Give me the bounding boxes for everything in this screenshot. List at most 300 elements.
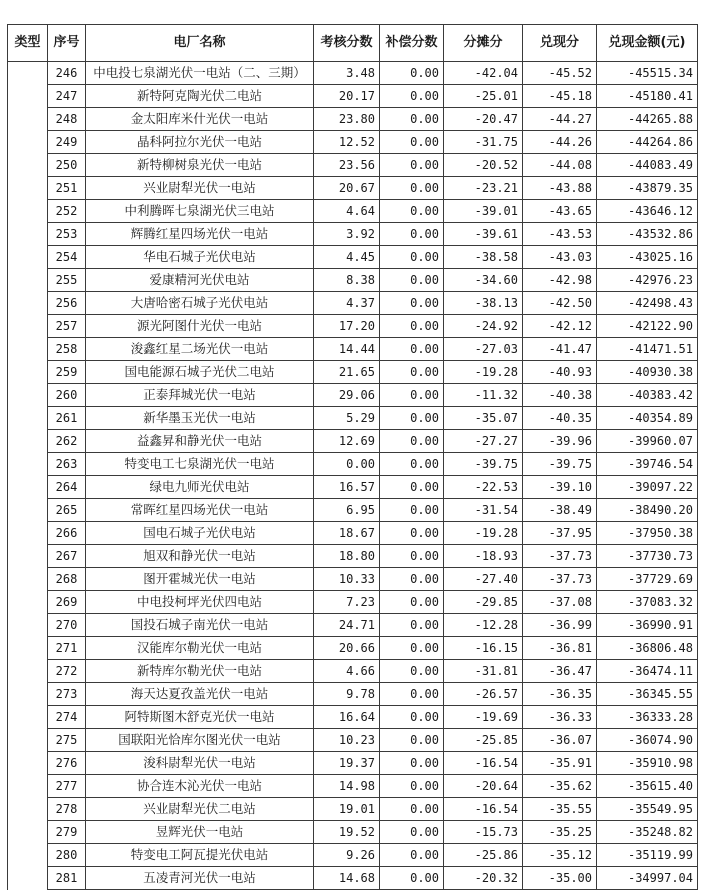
cell-allocated-score: -25.01 (444, 85, 523, 108)
cell-settled-score: -44.08 (523, 154, 597, 177)
cell-assessment-score: 29.06 (314, 384, 380, 407)
cell-settled-amount: -43532.86 (597, 223, 698, 246)
cell-settled-amount: -44083.49 (597, 154, 698, 177)
header-allocated-score: 分摊分 (444, 25, 523, 62)
table-row (8, 131, 698, 154)
table-row (8, 361, 698, 384)
cell-assessment-score: 21.65 (314, 361, 380, 384)
cell-settled-score: -40.35 (523, 407, 597, 430)
cell-assessment-score: 17.20 (314, 315, 380, 338)
cell-compensation-score: 0.00 (380, 453, 444, 476)
cell-settled-score: -40.93 (523, 361, 597, 384)
cell-allocated-score: -20.32 (444, 867, 523, 890)
cell-settled-score: -35.25 (523, 821, 597, 844)
table-row (8, 591, 698, 614)
cell-plant-name: 旭双和静光伏一电站 (86, 545, 314, 568)
cell-settled-score: -37.73 (523, 545, 597, 568)
table-row (8, 752, 698, 775)
cell-allocated-score: -27.40 (444, 568, 523, 591)
cell-index: 272 (48, 660, 86, 683)
cell-compensation-score: 0.00 (380, 499, 444, 522)
cell-plant-name: 源光阿图什光伏一电站 (86, 315, 314, 338)
cell-index: 266 (48, 522, 86, 545)
cell-settled-score: -44.27 (523, 108, 597, 131)
cell-settled-amount: -35248.82 (597, 821, 698, 844)
cell-settled-score: -43.88 (523, 177, 597, 200)
cell-allocated-score: -35.07 (444, 407, 523, 430)
cell-index: 276 (48, 752, 86, 775)
cell-allocated-score: -38.58 (444, 246, 523, 269)
cell-assessment-score: 19.52 (314, 821, 380, 844)
cell-settled-amount: -37729.69 (597, 568, 698, 591)
cell-settled-score: -45.18 (523, 85, 597, 108)
cell-index: 247 (48, 85, 86, 108)
cell-compensation-score: 0.00 (380, 108, 444, 131)
table-row (8, 200, 698, 223)
cell-plant-name: 益鑫昇和静光伏一电站 (86, 430, 314, 453)
cell-index: 254 (48, 246, 86, 269)
cell-compensation-score: 0.00 (380, 223, 444, 246)
cell-settled-amount: -42122.90 (597, 315, 698, 338)
cell-settled-amount: -36074.90 (597, 729, 698, 752)
cell-index: 271 (48, 637, 86, 660)
cell-assessment-score: 6.95 (314, 499, 380, 522)
cell-plant-name: 昱辉光伏一电站 (86, 821, 314, 844)
cell-compensation-score: 0.00 (380, 775, 444, 798)
table-row (8, 729, 698, 752)
cell-type (8, 62, 48, 890)
cell-settled-amount: -36333.28 (597, 706, 698, 729)
cell-plant-name: 特变电工阿瓦提光伏电站 (86, 844, 314, 867)
cell-allocated-score: -25.86 (444, 844, 523, 867)
cell-index: 278 (48, 798, 86, 821)
table-row (8, 338, 698, 361)
cell-index: 274 (48, 706, 86, 729)
cell-plant-name: 大唐哈密石城子光伏电站 (86, 292, 314, 315)
cell-assessment-score: 16.64 (314, 706, 380, 729)
cell-index: 260 (48, 384, 86, 407)
cell-settled-score: -36.99 (523, 614, 597, 637)
cell-assessment-score: 23.80 (314, 108, 380, 131)
cell-allocated-score: -39.61 (444, 223, 523, 246)
cell-assessment-score: 4.64 (314, 200, 380, 223)
cell-index: 256 (48, 292, 86, 315)
cell-settled-amount: -45515.34 (597, 62, 698, 85)
cell-compensation-score: 0.00 (380, 522, 444, 545)
cell-settled-amount: -36474.11 (597, 660, 698, 683)
header-plant-name: 电厂名称 (86, 25, 314, 62)
cell-settled-score: -44.26 (523, 131, 597, 154)
cell-plant-name: 浚鑫红星二场光伏一电站 (86, 338, 314, 361)
cell-settled-score: -43.65 (523, 200, 597, 223)
cell-plant-name: 阿特斯图木舒克光伏一电站 (86, 706, 314, 729)
cell-settled-amount: -39960.07 (597, 430, 698, 453)
cell-allocated-score: -39.75 (444, 453, 523, 476)
cell-compensation-score: 0.00 (380, 660, 444, 683)
cell-settled-score: -35.12 (523, 844, 597, 867)
cell-compensation-score: 0.00 (380, 384, 444, 407)
cell-compensation-score: 0.00 (380, 361, 444, 384)
cell-index: 280 (48, 844, 86, 867)
table-row (8, 453, 698, 476)
cell-assessment-score: 18.80 (314, 545, 380, 568)
cell-index: 261 (48, 407, 86, 430)
cell-index: 265 (48, 499, 86, 522)
table-row (8, 499, 698, 522)
cell-compensation-score: 0.00 (380, 200, 444, 223)
cell-settled-amount: -36345.55 (597, 683, 698, 706)
cell-index: 249 (48, 131, 86, 154)
cell-plant-name: 金太阳库米什光伏一电站 (86, 108, 314, 131)
cell-compensation-score: 0.00 (380, 545, 444, 568)
cell-plant-name: 华电石城子光伏电站 (86, 246, 314, 269)
cell-allocated-score: -15.73 (444, 821, 523, 844)
table-body (8, 62, 698, 890)
cell-index: 275 (48, 729, 86, 752)
cell-settled-score: -35.91 (523, 752, 597, 775)
cell-compensation-score: 0.00 (380, 798, 444, 821)
cell-index: 273 (48, 683, 86, 706)
cell-settled-amount: -36990.91 (597, 614, 698, 637)
cell-settled-score: -37.08 (523, 591, 597, 614)
cell-settled-score: -35.55 (523, 798, 597, 821)
table-row (8, 292, 698, 315)
cell-assessment-score: 4.45 (314, 246, 380, 269)
cell-compensation-score: 0.00 (380, 844, 444, 867)
cell-assessment-score: 3.92 (314, 223, 380, 246)
cell-settled-amount: -40930.38 (597, 361, 698, 384)
cell-settled-amount: -40383.42 (597, 384, 698, 407)
cell-allocated-score: -16.54 (444, 752, 523, 775)
table-row (8, 775, 698, 798)
header-settled-score: 兑现分 (523, 25, 597, 62)
table-row (8, 545, 698, 568)
cell-settled-score: -37.95 (523, 522, 597, 545)
header-row (8, 25, 698, 62)
cell-allocated-score: -20.64 (444, 775, 523, 798)
cell-settled-score: -39.75 (523, 453, 597, 476)
cell-index: 270 (48, 614, 86, 637)
cell-settled-amount: -37950.38 (597, 522, 698, 545)
cell-compensation-score: 0.00 (380, 867, 444, 890)
cell-compensation-score: 0.00 (380, 62, 444, 85)
cell-compensation-score: 0.00 (380, 821, 444, 844)
cell-settled-amount: -44265.88 (597, 108, 698, 131)
cell-settled-amount: -39746.54 (597, 453, 698, 476)
cell-allocated-score: -31.81 (444, 660, 523, 683)
cell-plant-name: 国投石城子南光伏一电站 (86, 614, 314, 637)
cell-index: 269 (48, 591, 86, 614)
cell-assessment-score: 19.01 (314, 798, 380, 821)
cell-compensation-score: 0.00 (380, 568, 444, 591)
cell-compensation-score: 0.00 (380, 338, 444, 361)
header-compensation-score: 补偿分数 (380, 25, 444, 62)
cell-settled-score: -35.00 (523, 867, 597, 890)
cell-plant-name: 绿电九师光伏电站 (86, 476, 314, 499)
cell-settled-score: -37.73 (523, 568, 597, 591)
table-row (8, 246, 698, 269)
cell-compensation-score: 0.00 (380, 315, 444, 338)
cell-plant-name: 正泰拜城光伏一电站 (86, 384, 314, 407)
table-row (8, 177, 698, 200)
table-row (8, 683, 698, 706)
cell-allocated-score: -26.57 (444, 683, 523, 706)
cell-assessment-score: 20.67 (314, 177, 380, 200)
header-settled-amount: 兑现金额(元) (597, 25, 698, 62)
cell-assessment-score: 12.52 (314, 131, 380, 154)
cell-compensation-score: 0.00 (380, 706, 444, 729)
cell-settled-amount: -44264.86 (597, 131, 698, 154)
cell-settled-score: -43.03 (523, 246, 597, 269)
cell-assessment-score: 9.26 (314, 844, 380, 867)
cell-settled-amount: -42498.43 (597, 292, 698, 315)
cell-plant-name: 特变电工七泉湖光伏一电站 (86, 453, 314, 476)
cell-settled-amount: -43646.12 (597, 200, 698, 223)
cell-plant-name: 新特阿克陶光伏二电站 (86, 85, 314, 108)
cell-plant-name: 辉腾红星四场光伏一电站 (86, 223, 314, 246)
cell-plant-name: 新特库尔勒光伏一电站 (86, 660, 314, 683)
cell-index: 253 (48, 223, 86, 246)
table-row (8, 867, 698, 890)
cell-index: 246 (48, 62, 86, 85)
cell-compensation-score: 0.00 (380, 591, 444, 614)
cell-allocated-score: -20.52 (444, 154, 523, 177)
cell-plant-name: 协合连木沁光伏一电站 (86, 775, 314, 798)
table-row (8, 522, 698, 545)
header-type: 类型 (8, 25, 48, 62)
cell-compensation-score: 0.00 (380, 729, 444, 752)
cell-allocated-score: -19.28 (444, 522, 523, 545)
settlement-table (7, 24, 698, 890)
cell-plant-name: 新特柳树泉光伏一电站 (86, 154, 314, 177)
cell-index: 277 (48, 775, 86, 798)
cell-assessment-score: 24.71 (314, 614, 380, 637)
cell-allocated-score: -31.54 (444, 499, 523, 522)
cell-compensation-score: 0.00 (380, 269, 444, 292)
cell-allocated-score: -19.69 (444, 706, 523, 729)
table-row (8, 384, 698, 407)
table-row (8, 430, 698, 453)
table-row (8, 798, 698, 821)
cell-assessment-score: 14.44 (314, 338, 380, 361)
cell-compensation-score: 0.00 (380, 246, 444, 269)
cell-plant-name: 汉能库尔勒光伏一电站 (86, 637, 314, 660)
table-row (8, 315, 698, 338)
cell-index: 263 (48, 453, 86, 476)
cell-assessment-score: 3.48 (314, 62, 380, 85)
cell-assessment-score: 4.66 (314, 660, 380, 683)
table-row (8, 821, 698, 844)
table-row (8, 269, 698, 292)
cell-allocated-score: -20.47 (444, 108, 523, 131)
cell-allocated-score: -38.13 (444, 292, 523, 315)
cell-allocated-score: -27.03 (444, 338, 523, 361)
cell-assessment-score: 18.67 (314, 522, 380, 545)
cell-settled-score: -42.50 (523, 292, 597, 315)
table-row (8, 85, 698, 108)
table-row (8, 637, 698, 660)
cell-compensation-score: 0.00 (380, 476, 444, 499)
cell-allocated-score: -42.04 (444, 62, 523, 85)
cell-settled-amount: -43025.16 (597, 246, 698, 269)
cell-assessment-score: 4.37 (314, 292, 380, 315)
cell-allocated-score: -29.85 (444, 591, 523, 614)
table-row (8, 614, 698, 637)
table-row (8, 706, 698, 729)
cell-settled-amount: -35910.98 (597, 752, 698, 775)
cell-allocated-score: -24.92 (444, 315, 523, 338)
cell-settled-score: -36.33 (523, 706, 597, 729)
cell-index: 251 (48, 177, 86, 200)
cell-allocated-score: -27.27 (444, 430, 523, 453)
cell-compensation-score: 0.00 (380, 85, 444, 108)
header-index: 序号 (48, 25, 86, 62)
cell-plant-name: 国联阳光恰库尔图光伏一电站 (86, 729, 314, 752)
cell-settled-amount: -45180.41 (597, 85, 698, 108)
cell-settled-score: -35.62 (523, 775, 597, 798)
cell-settled-score: -36.47 (523, 660, 597, 683)
cell-index: 255 (48, 269, 86, 292)
cell-settled-score: -36.81 (523, 637, 597, 660)
header-assessment-score: 考核分数 (314, 25, 380, 62)
cell-allocated-score: -31.75 (444, 131, 523, 154)
cell-plant-name: 兴业尉犁光伏二电站 (86, 798, 314, 821)
cell-compensation-score: 0.00 (380, 752, 444, 775)
cell-settled-amount: -43879.35 (597, 177, 698, 200)
cell-allocated-score: -19.28 (444, 361, 523, 384)
cell-index: 262 (48, 430, 86, 453)
cell-index: 248 (48, 108, 86, 131)
cell-compensation-score: 0.00 (380, 637, 444, 660)
cell-plant-name: 海天达夏孜盖光伏一电站 (86, 683, 314, 706)
cell-index: 264 (48, 476, 86, 499)
cell-plant-name: 中电投柯坪光伏四电站 (86, 591, 314, 614)
cell-index: 250 (48, 154, 86, 177)
cell-index: 257 (48, 315, 86, 338)
cell-compensation-score: 0.00 (380, 131, 444, 154)
table-row (8, 407, 698, 430)
cell-assessment-score: 7.23 (314, 591, 380, 614)
cell-settled-score: -43.53 (523, 223, 597, 246)
cell-plant-name: 新华墨玉光伏一电站 (86, 407, 314, 430)
cell-settled-score: -40.38 (523, 384, 597, 407)
cell-allocated-score: -34.60 (444, 269, 523, 292)
cell-plant-name: 浚科尉犁光伏一电站 (86, 752, 314, 775)
cell-compensation-score: 0.00 (380, 154, 444, 177)
cell-assessment-score: 12.69 (314, 430, 380, 453)
cell-allocated-score: -39.01 (444, 200, 523, 223)
cell-plant-name: 晶科阿拉尔光伏一电站 (86, 131, 314, 154)
cell-assessment-score: 9.78 (314, 683, 380, 706)
cell-compensation-score: 0.00 (380, 614, 444, 637)
table-row (8, 62, 698, 85)
table-row (8, 844, 698, 867)
cell-assessment-score: 14.68 (314, 867, 380, 890)
cell-assessment-score: 0.00 (314, 453, 380, 476)
cell-settled-amount: -35549.95 (597, 798, 698, 821)
cell-plant-name: 国电能源石城子光伏二电站 (86, 361, 314, 384)
cell-settled-score: -38.49 (523, 499, 597, 522)
cell-settled-amount: -42976.23 (597, 269, 698, 292)
cell-settled-amount: -37730.73 (597, 545, 698, 568)
cell-allocated-score: -16.15 (444, 637, 523, 660)
cell-allocated-score: -18.93 (444, 545, 523, 568)
cell-settled-amount: -38490.20 (597, 499, 698, 522)
cell-assessment-score: 20.66 (314, 637, 380, 660)
cell-index: 259 (48, 361, 86, 384)
cell-settled-amount: -40354.89 (597, 407, 698, 430)
table-row (8, 108, 698, 131)
table-row (8, 660, 698, 683)
table-row (8, 568, 698, 591)
cell-assessment-score: 23.56 (314, 154, 380, 177)
cell-settled-score: -39.96 (523, 430, 597, 453)
cell-settled-score: -39.10 (523, 476, 597, 499)
cell-settled-amount: -35615.40 (597, 775, 698, 798)
cell-allocated-score: -11.32 (444, 384, 523, 407)
cell-assessment-score: 20.17 (314, 85, 380, 108)
cell-settled-score: -42.12 (523, 315, 597, 338)
cell-index: 281 (48, 867, 86, 890)
cell-plant-name: 中利腾晖七泉湖光伏三电站 (86, 200, 314, 223)
cell-assessment-score: 10.23 (314, 729, 380, 752)
cell-settled-amount: -35119.99 (597, 844, 698, 867)
cell-index: 268 (48, 568, 86, 591)
cell-assessment-score: 8.38 (314, 269, 380, 292)
cell-allocated-score: -23.21 (444, 177, 523, 200)
cell-assessment-score: 10.33 (314, 568, 380, 591)
cell-settled-amount: -41471.51 (597, 338, 698, 361)
cell-plant-name: 五凌青河光伏一电站 (86, 867, 314, 890)
cell-compensation-score: 0.00 (380, 407, 444, 430)
cell-assessment-score: 14.98 (314, 775, 380, 798)
cell-allocated-score: -22.53 (444, 476, 523, 499)
cell-settled-amount: -34997.04 (597, 867, 698, 890)
cell-plant-name: 常晖红星四场光伏一电站 (86, 499, 314, 522)
table-row (8, 476, 698, 499)
cell-settled-score: -42.98 (523, 269, 597, 292)
cell-plant-name: 图开霍城光伏一电站 (86, 568, 314, 591)
cell-index: 267 (48, 545, 86, 568)
cell-plant-name: 中电投七泉湖光伏一电站（二、三期） (86, 62, 314, 85)
cell-settled-amount: -37083.32 (597, 591, 698, 614)
cell-settled-score: -36.07 (523, 729, 597, 752)
cell-plant-name: 国电石城子光伏电站 (86, 522, 314, 545)
cell-allocated-score: -12.28 (444, 614, 523, 637)
cell-index: 279 (48, 821, 86, 844)
cell-assessment-score: 19.37 (314, 752, 380, 775)
cell-settled-amount: -36806.48 (597, 637, 698, 660)
cell-assessment-score: 5.29 (314, 407, 380, 430)
cell-settled-score: -36.35 (523, 683, 597, 706)
table-row (8, 154, 698, 177)
cell-index: 258 (48, 338, 86, 361)
cell-allocated-score: -25.85 (444, 729, 523, 752)
cell-settled-score: -41.47 (523, 338, 597, 361)
cell-compensation-score: 0.00 (380, 177, 444, 200)
cell-index: 252 (48, 200, 86, 223)
cell-allocated-score: -16.54 (444, 798, 523, 821)
cell-settled-amount: -39097.22 (597, 476, 698, 499)
cell-assessment-score: 16.57 (314, 476, 380, 499)
cell-plant-name: 兴业尉犁光伏一电站 (86, 177, 314, 200)
table-row (8, 223, 698, 246)
cell-compensation-score: 0.00 (380, 430, 444, 453)
cell-settled-score: -45.52 (523, 62, 597, 85)
cell-compensation-score: 0.00 (380, 683, 444, 706)
cell-plant-name: 爱康精河光伏电站 (86, 269, 314, 292)
cell-compensation-score: 0.00 (380, 292, 444, 315)
